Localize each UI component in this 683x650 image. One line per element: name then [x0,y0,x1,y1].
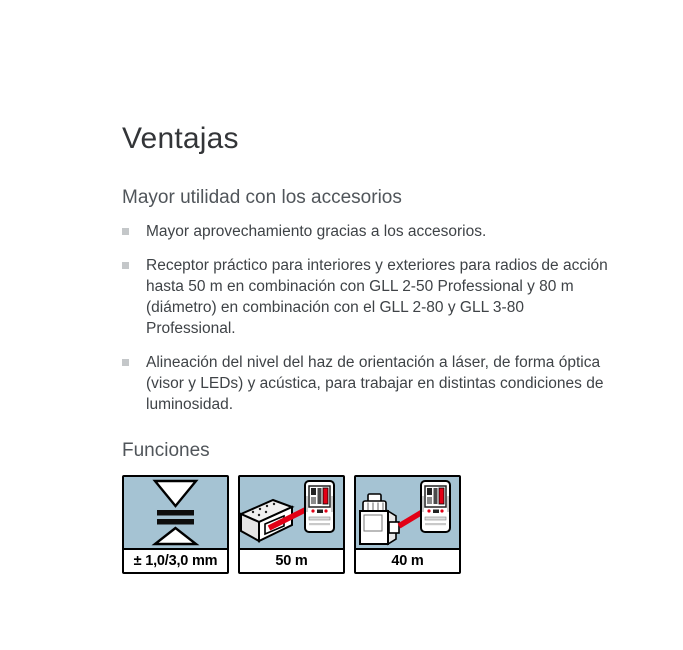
advantages-list [122,221,614,415]
ventajas-section [122,121,614,574]
advantages-heading: Mayor utilidad con los accesorios [122,187,402,208]
bullet-icon [122,359,129,366]
function-card-label: ± 1,0/3,0 mm [124,548,227,572]
laser-to-receiver-range-icon [240,477,343,548]
list-item [122,352,614,415]
page-title: Ventajas [122,122,239,155]
function-card-range-50m [238,475,345,574]
function-card-accuracy [122,475,229,574]
bullet-icon [122,228,129,235]
leveling-accuracy-icon [124,477,227,548]
function-card-label: 40 m [356,548,459,572]
list-item [122,255,614,339]
rotation-laser-to-receiver-range-icon [356,477,459,548]
function-cards-row [122,475,614,574]
advantage-text: Receptor práctico para interiores y exteriores para radios de acción hasta 50 m en combinación con GLL 2-50 Professional y 80 m (diámetro) en combinación con el GLL 2-80 y GLL 3-80 Professional. [146,257,608,337]
advantage-text: Mayor aprovechamiento gracias a los accesorios. [146,223,487,240]
function-card-range-40m [354,475,461,574]
bullet-icon [122,262,129,269]
functions-heading: Funciones [122,440,210,461]
advantage-text: Alineación del nivel del haz de orientación a láser, de forma óptica (visor y LEDs) y acústica, para trabajar en distintas condiciones de luminosidad. [146,354,604,413]
list-item [122,221,614,242]
function-card-label: 50 m [240,548,343,572]
